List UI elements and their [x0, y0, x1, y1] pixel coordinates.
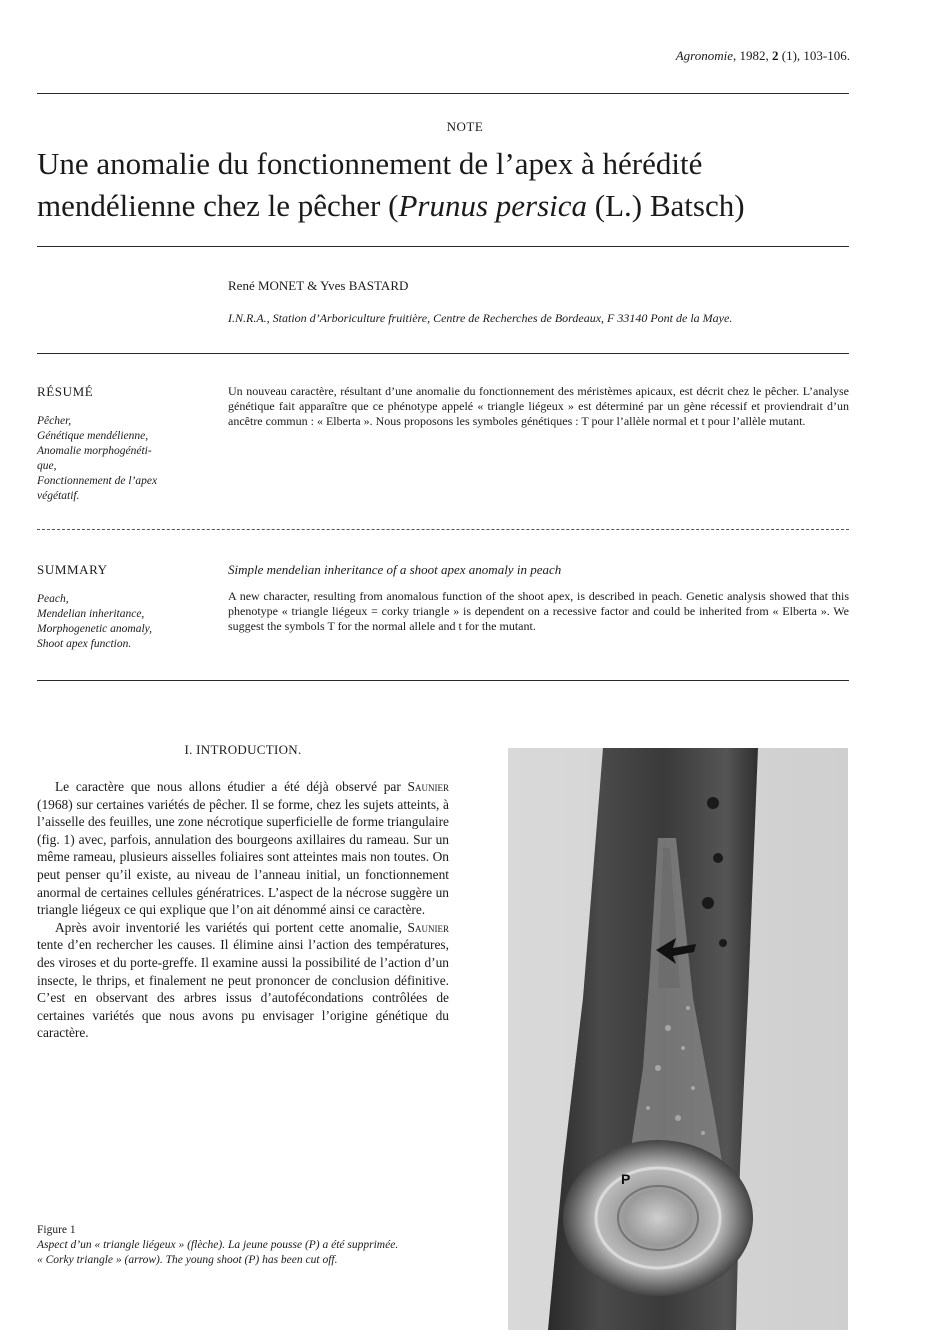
cut-shoot-scar: [563, 1140, 753, 1296]
journal-reference: Agronomie, 1982, 2 (1), 103-106.: [675, 48, 850, 63]
resume-text: Un nouveau caractère, résultant d’une anomalie du fonctionnement des méristèmes apicaux, est décrit chez le pêcher. L’analyse génétique fait apparaître que ce phénotype appelé « triangle liégeux » est déterminé par un gène récessif et proviendrait d’un ancêtre commun : « Elberta ». Nous proposons les symboles génétiques : T pour l’allèle normal et t pour l’allèle mutant.: [228, 384, 849, 428]
resume-label: RÉSUMÉ: [37, 384, 94, 399]
species-name: Prunus persica: [398, 188, 588, 223]
figure-caption: [37, 1223, 449, 1268]
intro-body: [37, 778, 449, 1042]
affiliation: I.N.R.A., Station d’Arboriculture fruitière, Centre de Recherches de Bordeaux, F 33140 Pont de la Maye.: [228, 311, 733, 325]
photo-label-p: P: [621, 1171, 631, 1187]
intro-paragraph: Après avoir inventorié les variétés qui portent cette anomalie, Saunier tente d’en rechercher les causes. Il élimine ainsi l’action des températures, des viroses et du porte-greffe. Il examine aussi la possibilité de l’action d’un insecte, le thrips, et finalement ne peut prononcer de conclusion définitive. C’est en observant des arbres issus d’autofécondations contrôlées de certaines variétés que nous avons pu envisager l’origine génétique du caractère.: [37, 919, 449, 1041]
summary-keywords: Peach, Mendelian inheritance, Morphogenetic anomaly, Shoot apex function.: [37, 593, 152, 650]
summary-title: Simple mendelian inheritance of a shoot apex anomaly in peach: [228, 562, 562, 577]
shoot-photo-illustration: [508, 748, 848, 1330]
cited-author: Saunier: [407, 919, 449, 935]
section-heading: I. INTRODUCTION.: [184, 742, 302, 757]
resume-keywords: Pêcher, Génétique mendélienne, Anomalie morphogénéti- que, Fonctionnement de l’apex végétatif.: [37, 415, 158, 502]
title-rule: [37, 246, 849, 247]
authors: René MONET & Yves BASTARD: [228, 278, 409, 293]
caption-english: « Corky triangle » (arrow). The young shoot (P) has been cut off.: [37, 1254, 338, 1266]
summary-text: A new character, resulting from anomalous function of the shoot apex, is described in peach. Genetic analysis showed that this phenotype « triangle liégeux = corky triangle » is dependent on a recessive factor and could be inherited from « Elberta ». We suggest the symbols T for the normal allele and t for the mutant.: [228, 589, 849, 633]
summary-rule: [37, 680, 849, 681]
intro-paragraph: Le caractère que nous allons étudier a été déjà observé par Saunier (1968) sur certaines variétés de pêcher. Il se forme, chez les sujets atteints, à l’aisselle des feuilles, une zone nécrotique superficielle de forme triangulaire (fig. 1) avec, parfois, annulation des bourgeons axillaires du rameau. Sur un même rameau, plusieurs aisselles foliaires sont atteintes mais non toutes. On peut penser qu’il existe, au niveau de l’anneau initial, un fonctionnement anormal de certaines cellules génératrices. L’aspect de la nécrose suggère un triangle liégeux ce qui explique que l’on ait dénommé ainsi ce caractère.: [37, 779, 449, 918]
section-label: NOTE: [446, 119, 484, 134]
affiliation-rule: [37, 353, 849, 354]
article-title: Une anomalie du fonctionnement de l’apex à hérédité mendélienne chez le pêcher (Prunus persica (L.) Batsch): [37, 146, 745, 223]
top-rule: [37, 93, 849, 94]
resume-rule: [37, 529, 849, 530]
figure-label: Figure 1: [37, 1224, 76, 1236]
caption-french: Aspect d’un « triangle liégeux » (flèche). La jeune pousse (P) a été supprimée.: [37, 1239, 399, 1251]
cited-author: Saunier: [407, 779, 449, 794]
figure-photo: [508, 748, 848, 1330]
summary-label: SUMMARY: [37, 562, 108, 577]
